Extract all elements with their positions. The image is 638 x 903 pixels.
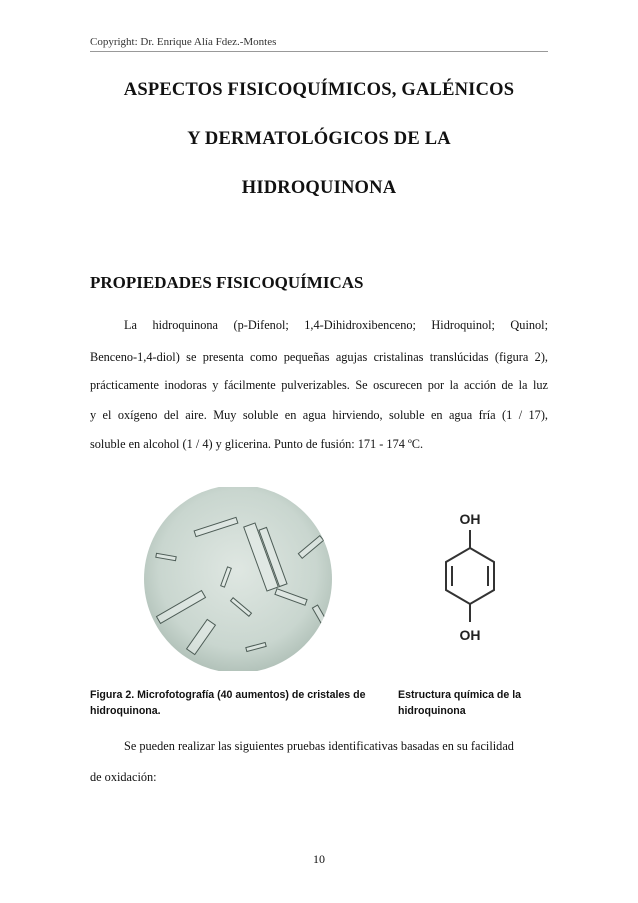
paragraph-1-line-3: prácticamente inodoras y fácilmente pulverizables. Se oscurecen por la acción de la luz xyxy=(90,378,548,392)
paragraph-1-line-1: La hidroquinona (p-Difenol; 1,4-Dihidroxibenceno; Hidroquinol; Quinol; xyxy=(124,318,548,332)
paragraph-2-line-2: de oxidación: xyxy=(90,770,157,784)
paragraph-1-line-5: soluble en alcohol (1 / 4) y glicerina. Punto de fusión: 171 - 174 ºC. xyxy=(90,437,424,451)
page-number: 10 xyxy=(313,852,325,866)
structure-oh-bottom: OH xyxy=(459,627,481,643)
crystal-microphotograph xyxy=(121,487,355,671)
hydroquinone-structure xyxy=(430,508,510,654)
title-line-1: ASPECTOS FISICOQUÍMICOS, GALÉNICOS xyxy=(123,80,515,100)
title-line-2: Y DERMATOLÓGICOS DE LA xyxy=(187,129,451,149)
title-line-3: HIDROQUINONA xyxy=(241,178,397,198)
figure-caption-right xyxy=(398,687,548,719)
figure-caption-left xyxy=(90,687,380,719)
page-header xyxy=(90,36,548,52)
paragraph-2-line-1: Se pueden realizar las siguientes pruebas identificativas basadas en su facilidad xyxy=(124,739,514,753)
figure-caption-right-line-2: hidroquinona xyxy=(398,705,466,717)
structure-oh-top: OH xyxy=(459,511,481,527)
paragraph-1-line-2: Benceno-1,4-diol) se presenta como pequeñas agujas cristalinas translúcidas (figura 2), xyxy=(90,350,548,364)
copyright-text: Copyright: Dr. Enrique Alía Fdez.-Montes xyxy=(90,36,277,48)
figure-caption-right-line-1: Estructura química de la xyxy=(398,689,522,701)
figure-caption-left-line-2: hidroquinona. xyxy=(90,705,161,717)
section-heading: PROPIEDADES FISICOQUÍMICAS xyxy=(90,273,364,292)
paragraph-1-line-4: y el oxígeno del aire. Muy soluble en agua hirviendo, soluble en agua fría (1 / 17), xyxy=(90,408,548,422)
figure-caption-left-line-1: Figura 2. Microfotografía (40 aumentos) de cristales de xyxy=(90,689,366,701)
